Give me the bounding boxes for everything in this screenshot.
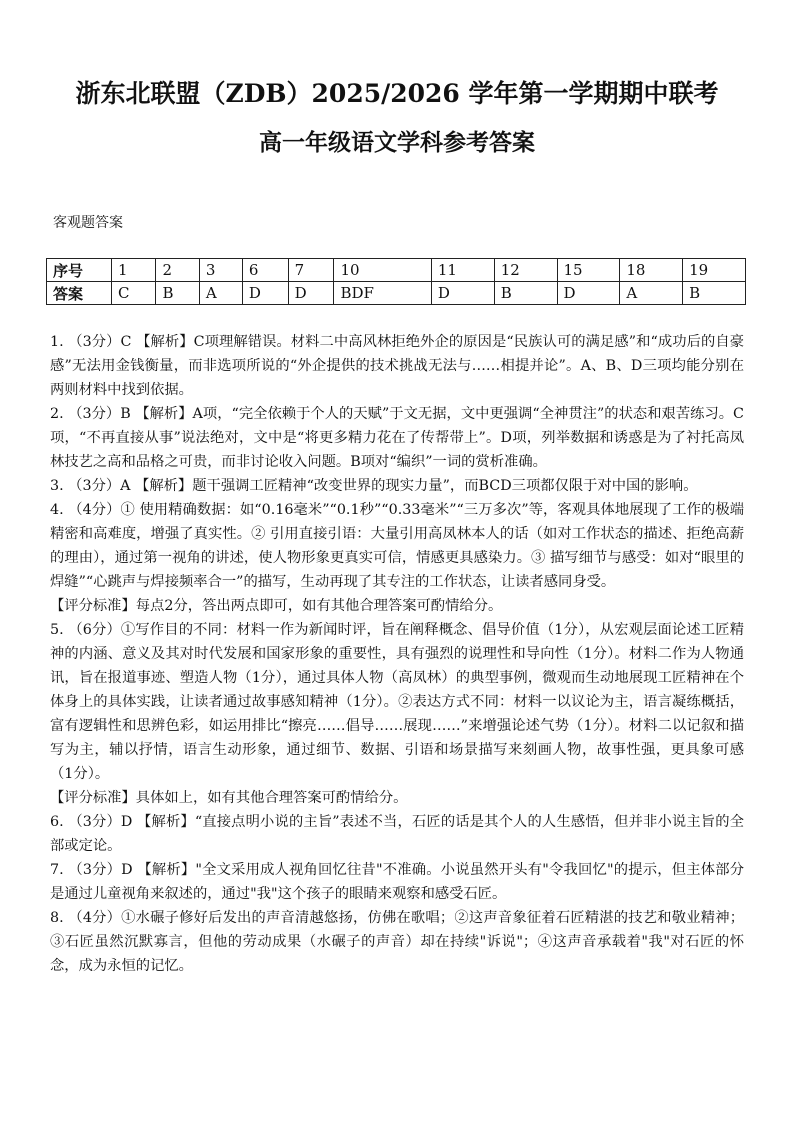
page-title: 浙东北联盟（ZDB）2025/2026 学年第一学期期中联考: [75, 79, 719, 108]
answer-cell: B: [494, 282, 557, 305]
answer-cell: D: [288, 282, 334, 305]
row-label-number: 序号: [47, 259, 112, 282]
question-number-cell: 10: [334, 259, 431, 282]
question-number-cell: 7: [288, 259, 334, 282]
answer-cell: B: [156, 282, 199, 305]
row-label-answer: 答案: [47, 282, 112, 305]
question-number-cell: 3: [199, 259, 242, 282]
answer-item-4: 4. （4分）① 使用精确数据：如“0.16毫米”“0.1秒”“0.33毫米”“三万多次”等，客观具体地展现了工作的极端精密和高难度，增强了真实性。② 引用直接引语：大量引用高凤林本人的话（如对工作状态的描述、拒绝高薪的理由），通过第一视角的讲述，使人物形象更真实可信，情感更具感染力。③ 描写细节与感受：如对“眼里的焊缝”“心跳声与焊接频率合一”的描写，生动再现了其专注的工作状态，让读者感同身受。: [50, 502, 744, 590]
question-number-cell: 2: [156, 259, 199, 282]
answer-cell: A: [620, 282, 683, 305]
answer-item-7: 7. （3分）D 【解析】"全文采用成人视角回忆往昔"不准确。小说虽然开头有"令我回忆"的提示，但主体部分是通过儿童视角来叙述的，通过"我"这个孩子的眼睛来观察和感受石匠。: [50, 862, 744, 902]
answer-item-3: 3. （3分）A 【解析】题干强调工匠精神“改变世界的现实力量”，而BCD三项都仅限于对中国的影响。: [50, 478, 698, 494]
objective-answers-label: 客观题答案: [53, 215, 123, 231]
scoring-criteria: 【评分标准】具体如上，如有其他合理答案可酌情给分。: [50, 790, 408, 806]
answer-cell: B: [683, 282, 746, 305]
question-number-cell: 11: [431, 259, 494, 282]
answer-item-2: 2. （3分）B 【解析】A项，“完全依赖于个人的天赋”于文无据，文中更强调“全神贯注”的状态和艰苦练习。C项，“不再直接从事”说法绝对，文中是“将更多精力花在了传帮带上”。D项，列举数据和诱惑是为了衬托高凤林技艺之高和品格之可贵，而非讨论收入问题。B项对“编织”一词的赏析准确。: [50, 406, 744, 470]
question-number-cell: 12: [494, 259, 557, 282]
scoring-criteria: 【评分标准】每点2分，答出两点即可，如有其他合理答案可酌情给分。: [50, 598, 503, 614]
page-subtitle: 高一年级语文学科参考答案: [259, 129, 535, 156]
answer-item-1: 1. （3分）C 【解析】C项理解错误。材料二中高风林拒绝外企的原因是“民族认可的满足感”和“成功后的自豪感”无法用金钱衡量，而非选项所说的“外企提供的技术挑战无法与……相提并论”。A、B、D三项均能分别在两则材料中找到依据。: [50, 334, 744, 398]
answer-cell: D: [431, 282, 494, 305]
answer-table: [46, 258, 746, 305]
answer-row: [47, 282, 746, 305]
question-number-cell: 18: [620, 259, 683, 282]
answer-item-5: 5. （6分）①写作目的不同：材料一作为新闻时评，旨在阐释概念、倡导价值（1分），从宏观层面论述工匠精神的内涵、意义及其对时代发展和国家形象的重要性，具有强烈的说理性和导向性（1分）。材料二作为人物通讯，旨在报道事迹、塑造人物（1分），通过具体人物（高凤林）的典型事例，微观而生动地展现工匠精神在个体身上的具体实践，让读者通过故事感知精神（1分）。②表达方式不同：材料一以议论为主，语言凝练概括，富有逻辑性和思辨色彩，如运用排比“擦亮……倡导……展现……”来增强论述气势（1分）。材料二以记叙和描写为主，辅以抒情，语言生动形象，通过细节、数据、引语和场景描写来刻画人物，故事性强，更具象可感（1分）。: [50, 622, 744, 782]
answer-item-8: 8. （4分）①水碾子修好后发出的声音清越悠扬，仿佛在歌唱；②这声音象征着石匠精湛的技艺和敬业精神；③石匠虽然沉默寡言，但他的劳动成果（水碾子的声音）却在持续"诉说"；④这声音承载着"我"对石匠的怀念，成为永恒的记忆。: [50, 910, 744, 974]
answer-cell: BDF: [334, 282, 431, 305]
answer-explanations: [50, 330, 744, 978]
question-number-cell: 1: [112, 259, 156, 282]
question-number-cell: 15: [557, 259, 620, 282]
answer-cell: C: [112, 282, 156, 305]
answer-cell: D: [242, 282, 288, 305]
question-number-row: [47, 259, 746, 282]
answer-item-6: 6. （3分）D 【解析】“直接点明小说的主旨”表述不当，石匠的话是其个人的人生感悟，但并非小说主旨的全部或定论。: [50, 814, 744, 854]
question-number-cell: 19: [683, 259, 746, 282]
answer-cell: D: [557, 282, 620, 305]
answer-cell: A: [199, 282, 242, 305]
question-number-cell: 6: [242, 259, 288, 282]
